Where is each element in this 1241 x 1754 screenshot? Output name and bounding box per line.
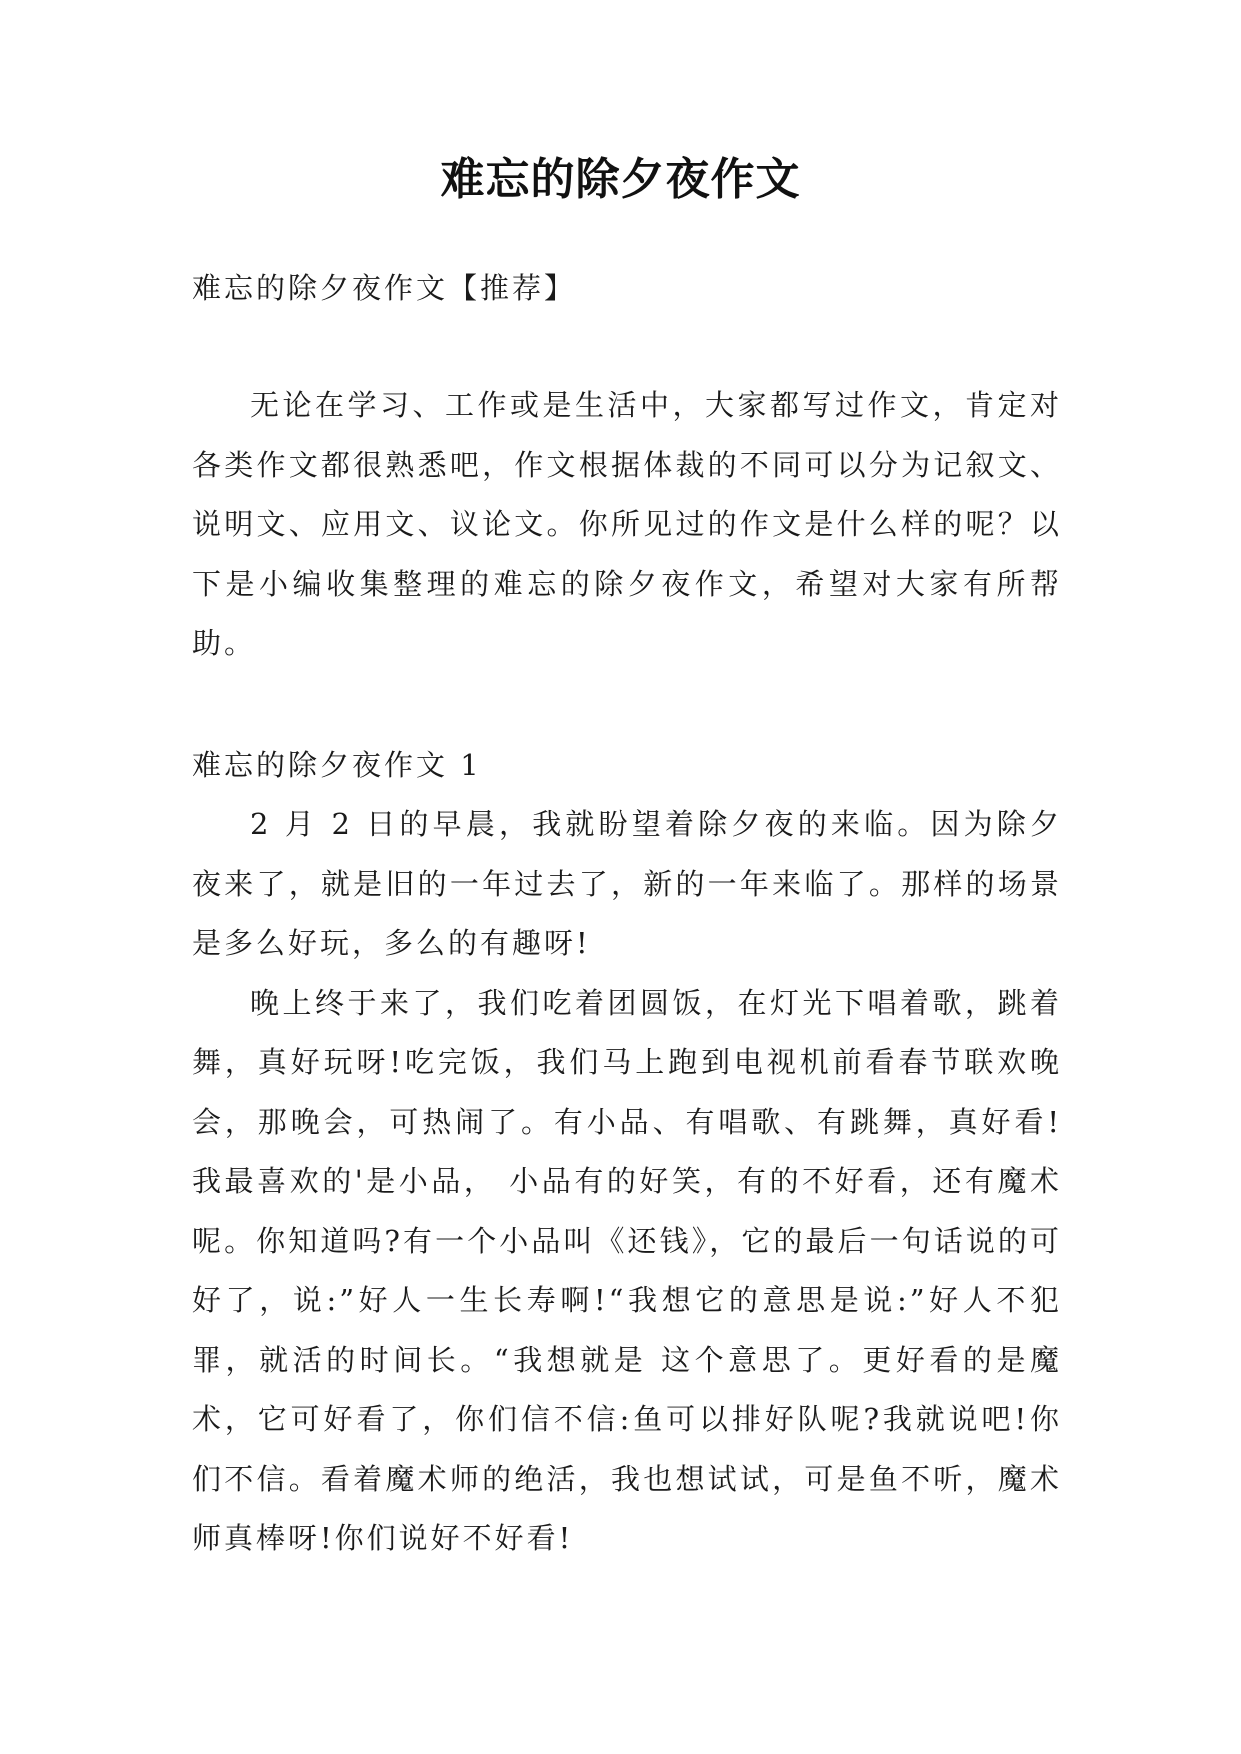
section-heading: 难忘的除夕夜作文 1 (192, 747, 482, 782)
intro-paragraph: 无论在学习、工作或是生活中，大家都写过作文，肯定对各类作文都很熟悉吧，作文根据体裁的不同可以分为记叙文、说明文、应用文、议论文。你所见过的作文是什么样的呢？以下是小编收集整理的难忘的除夕夜作文，希望对大家有所帮助。 (192, 388, 1062, 660)
document-body (192, 258, 1062, 1569)
document-subtitle: 难忘的除夕夜作文【推荐】 (192, 271, 577, 305)
body-paragraph-1: 2 月 2 日的早晨，我就盼望着除夕夜的来临。因为除夕夜来了，就是旧的一年过去了，新的一年来临了。那样的场景是多么好玩，多么的有趣呀! (192, 807, 1062, 960)
spacer (192, 318, 1062, 376)
document-title: 难忘的除夕夜作文 (440, 154, 801, 205)
body-paragraph-2: 晚上终于来了，我们吃着团圆饭，在灯光下唱着歌，跳着舞，真好玩呀!吃完饭，我们马上跑到电视机前看春节联欢晚会，那晚会，可热闹了。有小品、有唱歌、有跳舞，真好看!我最喜欢的'是小品， 小品有的好笑，有的不好看，还有魔术呢。你知道吗?有一个小品叫《还钱》，它的最后一句话说的可好了，说:”好人一生长寿啊!“我想它的意思是说:”好人不犯罪，就活的时间长。“我想就是 这个意思了。更好看的是魔术，它可好看了，你们信不信:鱼可以排好队呢?我就说吧!你们不信。看着魔术师的绝活，我也想试试，可是鱼不听，魔术师真棒呀!你们说好不好看! (192, 985, 1062, 1555)
spacer (192, 674, 1062, 736)
